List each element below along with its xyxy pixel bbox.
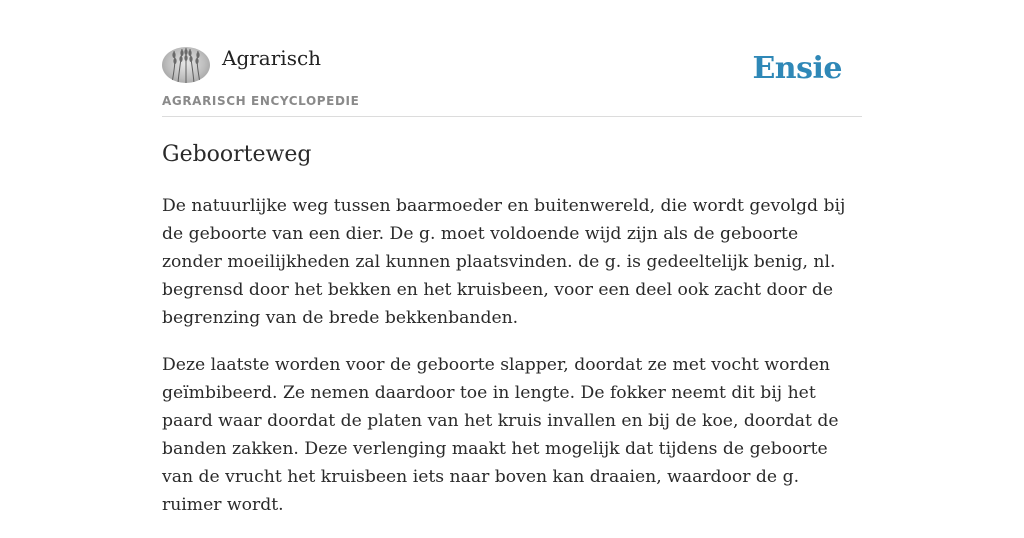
page xyxy=(162,0,862,515)
site-name[interactable]: Agrarisch xyxy=(222,46,322,70)
article-paragraph: Deze laatste worden voor de geboorte slapper, doordat ze met vocht worden geïmbibeerd. Ze nemen daardoor toe in lengte. De fokker neemt dit bij het paard waar doordat de platen van het kruis invallen en bij de koe, doordat de banden zakken. Deze verlenging maakt het mogelijk dat tijdens de geboorte van de vrucht het kruisbeen iets naar boven kan draaien, waardoor de g. ruimer wordt. xyxy=(162,355,839,515)
article-paragraph: De natuurlijke weg tussen baarmoeder en buitenwereld, die wordt gevolgd bij de geboorte van een dier. De g. moet voldoende wijd zijn als de geboorte zonder moeilijkheden zal kunnen plaatsvinden. de g. is gedeeltelijk benig, nl. begrensd door het bekken en het kruisbeen, voor een deel ook zacht door de begrenzing van de brede bekkenbanden. xyxy=(162,196,846,328)
wheat-icon[interactable] xyxy=(162,47,210,83)
article-body xyxy=(162,192,862,538)
article-title: Geboorteweg xyxy=(162,142,312,167)
brand-logo[interactable]: Ensie xyxy=(752,51,842,86)
header xyxy=(162,0,862,117)
encyclopedia-subtitle[interactable]: AGRARISCH ENCYCLOPEDIE xyxy=(162,94,360,108)
